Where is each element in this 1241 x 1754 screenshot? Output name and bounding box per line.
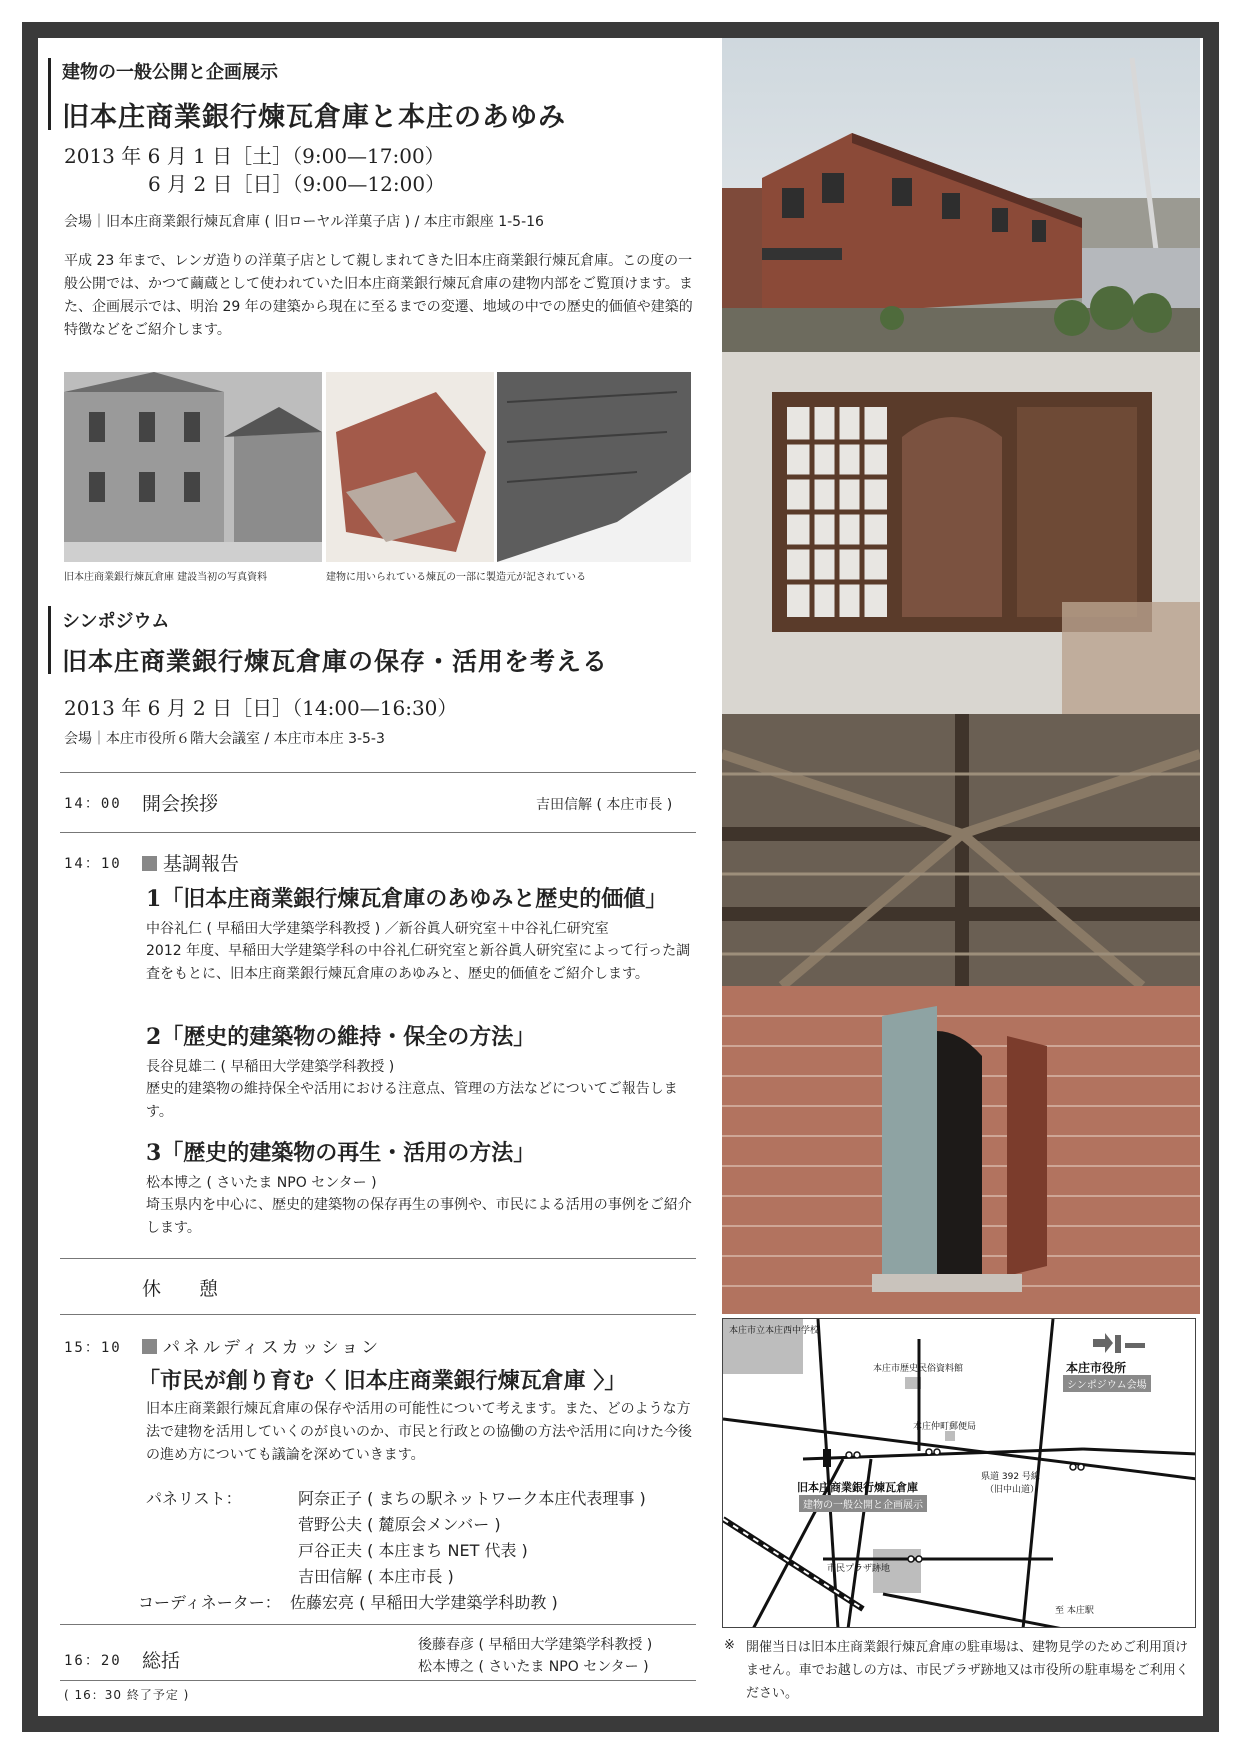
panel-label: パネルディスカッション <box>163 1338 382 1358</box>
panel-time: 15：10 <box>64 1340 122 1356</box>
break-label: 休 憩 <box>142 1278 219 1300</box>
notice-text: 開催当日は旧本庄商業銀行煉瓦倉庫の駐車場は、建物見学のためご利用頂けません。車でお越しの方は、市民プラザ跡地又は市役所の駐車場をご利用ください。 <box>746 1640 1189 1701</box>
symposium-title: 旧本庄商業銀行煉瓦倉庫の保存・活用を考える <box>62 647 609 676</box>
keynote-heading <box>142 849 239 876</box>
coordinator: 佐藤宏亮 ( 早稲田大学建築学科助教 ) <box>290 1593 558 1612</box>
map-museum: 本庄市歴史民俗資料館 <box>873 1364 964 1374</box>
section-bar <box>48 606 51 674</box>
panel-title: 「市民が創り育む〈 旧本庄商業銀行煉瓦倉庫 〉」 <box>138 1368 627 1394</box>
closing-speaker-2: 松本博之 ( さいたま NPO センター ) <box>418 1659 649 1675</box>
map-postoffice: 本庄仲町郵便局 <box>913 1422 977 1432</box>
divider <box>60 1680 696 1681</box>
photo-caption-1: 旧本庄商業銀行煉瓦倉庫 建設当初の写真資料 <box>64 572 268 583</box>
closing-time: 16：20 <box>64 1653 122 1669</box>
divider <box>60 772 696 773</box>
talk-2-desc: 歴史的建築物の維持保全や活用における注意点、管理の方法などについてご報告します。 <box>146 1081 678 1120</box>
map-warehouse-tag: 建物の一般公開と企画展示 <box>799 1495 927 1512</box>
talk-1-title: 1「旧本庄商業銀行煉瓦倉庫のあゆみと歴史的価値」 <box>146 886 668 912</box>
panelist-1: 阿奈正子 ( まちの駅ネットワーク本庄代表理事 ) <box>298 1489 646 1508</box>
map-plaza: 市民プラザ跡地 <box>827 1564 891 1574</box>
talk-1-speaker: 中谷礼仁 ( 早稲田大学建築学科教授 ) ／新谷眞人研究室＋中谷礼仁研究室 <box>146 921 609 937</box>
panelist-2: 菅野公夫 ( 麓原会メンバー ) <box>298 1515 501 1534</box>
square-bullet-icon <box>142 1339 157 1354</box>
keynote-title: 基調報告 <box>163 853 240 875</box>
map-route-sub: （旧中山道） <box>985 1485 1040 1495</box>
wooden-door-photo <box>722 352 1200 714</box>
exhibition-date-2: 6 月 2 日［日］（9:00—12:00） <box>148 172 446 196</box>
exhibition-venue: 会場｜旧本庄商業銀行煉瓦倉庫 ( 旧ローヤル洋菓子店 ) / 本庄市銀座 1-5-16 <box>64 214 544 230</box>
opening-time: 14：00 <box>64 796 122 812</box>
historic-building-photo <box>64 372 322 562</box>
coordinator-label: コーディネーター： <box>138 1593 281 1612</box>
map-route: 県道 392 号線 <box>981 1472 1040 1482</box>
opening-speaker: 吉田信解 ( 本庄市長 ) <box>536 797 673 813</box>
end-note: ( 16：30 終了予定 ) <box>64 1688 190 1702</box>
opening-title: 開会挨拶 <box>142 793 219 815</box>
photo-caption-2: 建物に用いられている煉瓦の一部に製造元が記されている <box>326 572 586 583</box>
exhibition-title: 旧本庄商業銀行煉瓦倉庫と本庄のあゆみ <box>62 102 566 133</box>
talk-2-speaker: 長谷見雄二 ( 早稲田大学建築学科教授 ) <box>146 1059 395 1075</box>
talk-1-desc: 2012 年度、早稲田大学建築学科の中谷礼仁研究室と新谷眞人研究室によって行った調査をもとに、旧本庄商業銀行煉瓦倉庫のあゆみと、歴史的価値をご紹介します。 <box>146 943 691 982</box>
map-warehouse: 旧本庄商業銀行煉瓦倉庫 <box>797 1481 918 1494</box>
panelist-label: パネリスト： <box>146 1489 242 1508</box>
closing-speaker-1: 後藤春彦 ( 早稲田大学建築学科教授 ) <box>418 1637 653 1653</box>
divider <box>60 1258 696 1259</box>
square-bullet-icon <box>142 856 157 871</box>
brick-photo <box>326 372 494 562</box>
exhibition-label: 建物の一般公開と企画展示 <box>62 62 278 83</box>
brick-stamp-photo <box>497 372 691 562</box>
talk-2-title: 2「歴史的建築物の維持・保全の方法」 <box>146 1024 536 1050</box>
divider <box>60 832 696 833</box>
section-bar <box>48 58 51 130</box>
map-cityhall-tag: シンポジウム会場 <box>1063 1375 1151 1392</box>
panel-heading <box>142 1333 381 1358</box>
panelist-4: 吉田信解 ( 本庄市長 ) <box>298 1567 454 1586</box>
warehouse-exterior-photo <box>722 38 1200 352</box>
access-map <box>722 1318 1196 1628</box>
exhibition-description: 平成 23 年まで、レンガ造りの洋菓子店として親しまれてきた旧本庄商業銀行煉瓦倉庫。この度の一般公開では、かつて繭蔵として使われていた旧本庄商業銀行煉瓦倉庫の建物内部をご覧頂けます。また、企画展示では、明治 29 年の建築から現在に至るまでの変遷、地域の中での歴史的価値や建築的特徴などをご紹介します。 <box>64 253 693 338</box>
divider <box>60 1314 696 1315</box>
talk-3-speaker: 松本博之 ( さいたま NPO センター ) <box>146 1175 377 1191</box>
talk-3-title: 3「歴史的建築物の再生・活用の方法」 <box>146 1140 536 1166</box>
divider <box>60 1624 696 1625</box>
exhibition-date-1: 2013 年 6 月 1 日［土］（9:00—17:00） <box>64 144 445 168</box>
keynote-time: 14：10 <box>64 856 122 872</box>
map-station: 至 本庄駅 <box>1055 1606 1094 1616</box>
talk-3-desc: 埼玉県内を中心に、歴史的建築物の保存再生の事例や、市民による活用の事例をご紹介します。 <box>146 1197 692 1236</box>
brick-window-photo <box>722 986 1200 1314</box>
panel-desc: 旧本庄商業銀行煉瓦倉庫の保存や活用の可能性について考えます。また、どのような方法で建物を活用していくのが良いのか、市民と行政との協働の方法や活用に向けた今後の進め方についても議論を深めていきます。 <box>146 1401 692 1463</box>
roof-truss-photo <box>722 714 1200 986</box>
notice-mark: ※ <box>724 1638 735 1653</box>
symposium-date: 2013 年 6 月 2 日［日］（14:00—16:30） <box>64 696 458 720</box>
map-cityhall: 本庄市役所 <box>1066 1361 1127 1375</box>
panelist-3: 戸谷正夫 ( 本庄まち NET 代表 ) <box>298 1541 528 1560</box>
symposium-label: シンポジウム <box>62 611 170 632</box>
closing-title: 総括 <box>142 1650 181 1672</box>
symposium-venue: 会場｜本庄市役所６階大会議室 / 本庄市本庄 3-5-3 <box>64 731 385 747</box>
map-school: 本庄市立本庄西中学校 <box>729 1326 820 1336</box>
